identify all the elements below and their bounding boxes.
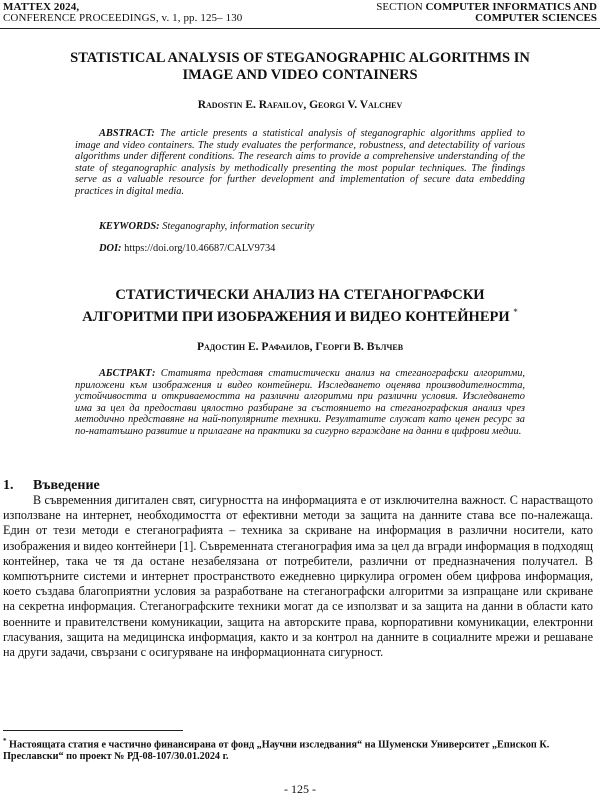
- section-name-line2: COMPUTER SCIENCES: [475, 12, 597, 24]
- authors-english: Radostin E. Rafailov, Georgi V. Valchev: [197, 99, 403, 111]
- header-rule: [0, 28, 600, 29]
- doi-label: DOI:: [99, 243, 122, 254]
- footnote-marker: *: [3, 737, 7, 745]
- title-en-line1: STATISTICAL ANALYSIS OF STEGANOGRAPHIC ALGORITHMS IN: [70, 50, 530, 66]
- abstract-english: [75, 128, 525, 197]
- running-header-right: [376, 2, 597, 24]
- running-header-left: [3, 2, 242, 24]
- page-number: - 125 -: [284, 782, 316, 796]
- keywords-text: Steganography, information security: [162, 221, 315, 232]
- abstract-bulgarian: [75, 368, 525, 438]
- conference-name: MATTEX 2024,: [3, 1, 80, 13]
- section-prefix: SECTION: [376, 1, 423, 13]
- section-number: 1.: [3, 478, 14, 493]
- abstract-label-en: ABSTRACT:: [99, 128, 155, 139]
- keywords: [99, 221, 529, 232]
- section-name-line1: COMPUTER INFORMATICS AND: [425, 1, 597, 13]
- title-bg-line2: АЛГОРИТМИ ПРИ ИЗОБРАЖЕНИЯ И ВИДЕО КОНТЕЙНЕРИ: [82, 308, 510, 325]
- footnote: [3, 735, 593, 763]
- doi: [99, 243, 529, 254]
- abstract-label-bg: АБСТРАКТ:: [99, 368, 156, 379]
- doi-link[interactable]: https://doi.org/10.46687/CALV9734: [124, 243, 276, 254]
- section-body: [3, 493, 593, 660]
- authors-bulgarian: Радостин Е. Рафаилов, Георги В. Вълчев: [196, 341, 404, 353]
- footnote-rule: [3, 730, 183, 731]
- footnote-text: Настоящата статия е частично финансирана от фонд „Научни изследвания“ на Шуменски Университет „Епископ К. Преславски“ по проект № РД-08-107/30.01.2024 г.: [3, 739, 550, 763]
- paper-title-bulgarian: [20, 287, 580, 326]
- title-footnote-marker: *: [513, 307, 518, 317]
- paper-title-english: [20, 50, 580, 84]
- section-body-text: В съвременния дигитален свят, сигурността на информацията е от изключителна важност. С нарастващото използване на интернет, необходимостта от ефективни методи за защита на данните става все по-належаща. Един от тези методи е стеганографията – техника за скриване на информация в различни носители, като изображения и видео контейнери [1]. Съвременната стеганография има за цел да вгради информация в подходящ контейнер, така че тя да остане незабелязана от потребители, различни от предназначения получател. В компютърните системи и интернет пространството ежедневно циркулира огромен обем цифрова информация, което създава благоприятни условия за разработване на стеганографски алгоритми за изпращане или скриване на секретна информация. Стеганографските техники могат да се използват и за защита на данни в области като военните и правителствени комуникации, защита на авторските права, корпоративни комуникации, електронни гласувания, защита на медицинска информация, както и за контрол на данните в социалните мрежи и решаване на други задачи, свързани с осигуряване на информационната сигурност.: [3, 493, 593, 660]
- keywords-label: KEYWORDS:: [99, 221, 160, 232]
- title-en-line2: IMAGE AND VIDEO CONTAINERS: [182, 67, 418, 83]
- abstract-text-en: The article presents a statistical analysis of steganographic algorithms applied to image and video containers. The study evaluates the performance, robustness, and detectability of various algorithms under different conditions. The research aims to provide a comprehensive understanding of the state of steganographic analysis by methodically presenting the most popular techniques. The findings serve as a valuable resource for further development and implementation of secure data embedding practices in digital media.: [75, 128, 525, 197]
- section-title: Въведение: [33, 478, 100, 493]
- abstract-text-bg: Статията представя статистически анализ на стеганографски алгоритми, приложени към изображения и видео контейнери. Изследването оценява производителността, устойчивостта и откриваемостта на различни алгоритми при различни условия. Изследването има за цел да предостави цялостно разбиране за състоянието на стеганографския анализ чрез методично представяне на най-популярните техники. Резултатите служат като ценен ресурс за по-нататъшно развитие и прилагане на практики за сигурно вграждане на данни в цифрови медии.: [75, 368, 525, 437]
- proceedings-info: CONFERENCE PROCEEDINGS, v. 1, pp. 125– 130: [3, 12, 243, 24]
- title-bg-line1: СТАТИСТИЧЕСКИ АНАЛИЗ НА СТЕГАНОГРАФСКИ: [115, 287, 485, 303]
- section-heading: [3, 478, 100, 494]
